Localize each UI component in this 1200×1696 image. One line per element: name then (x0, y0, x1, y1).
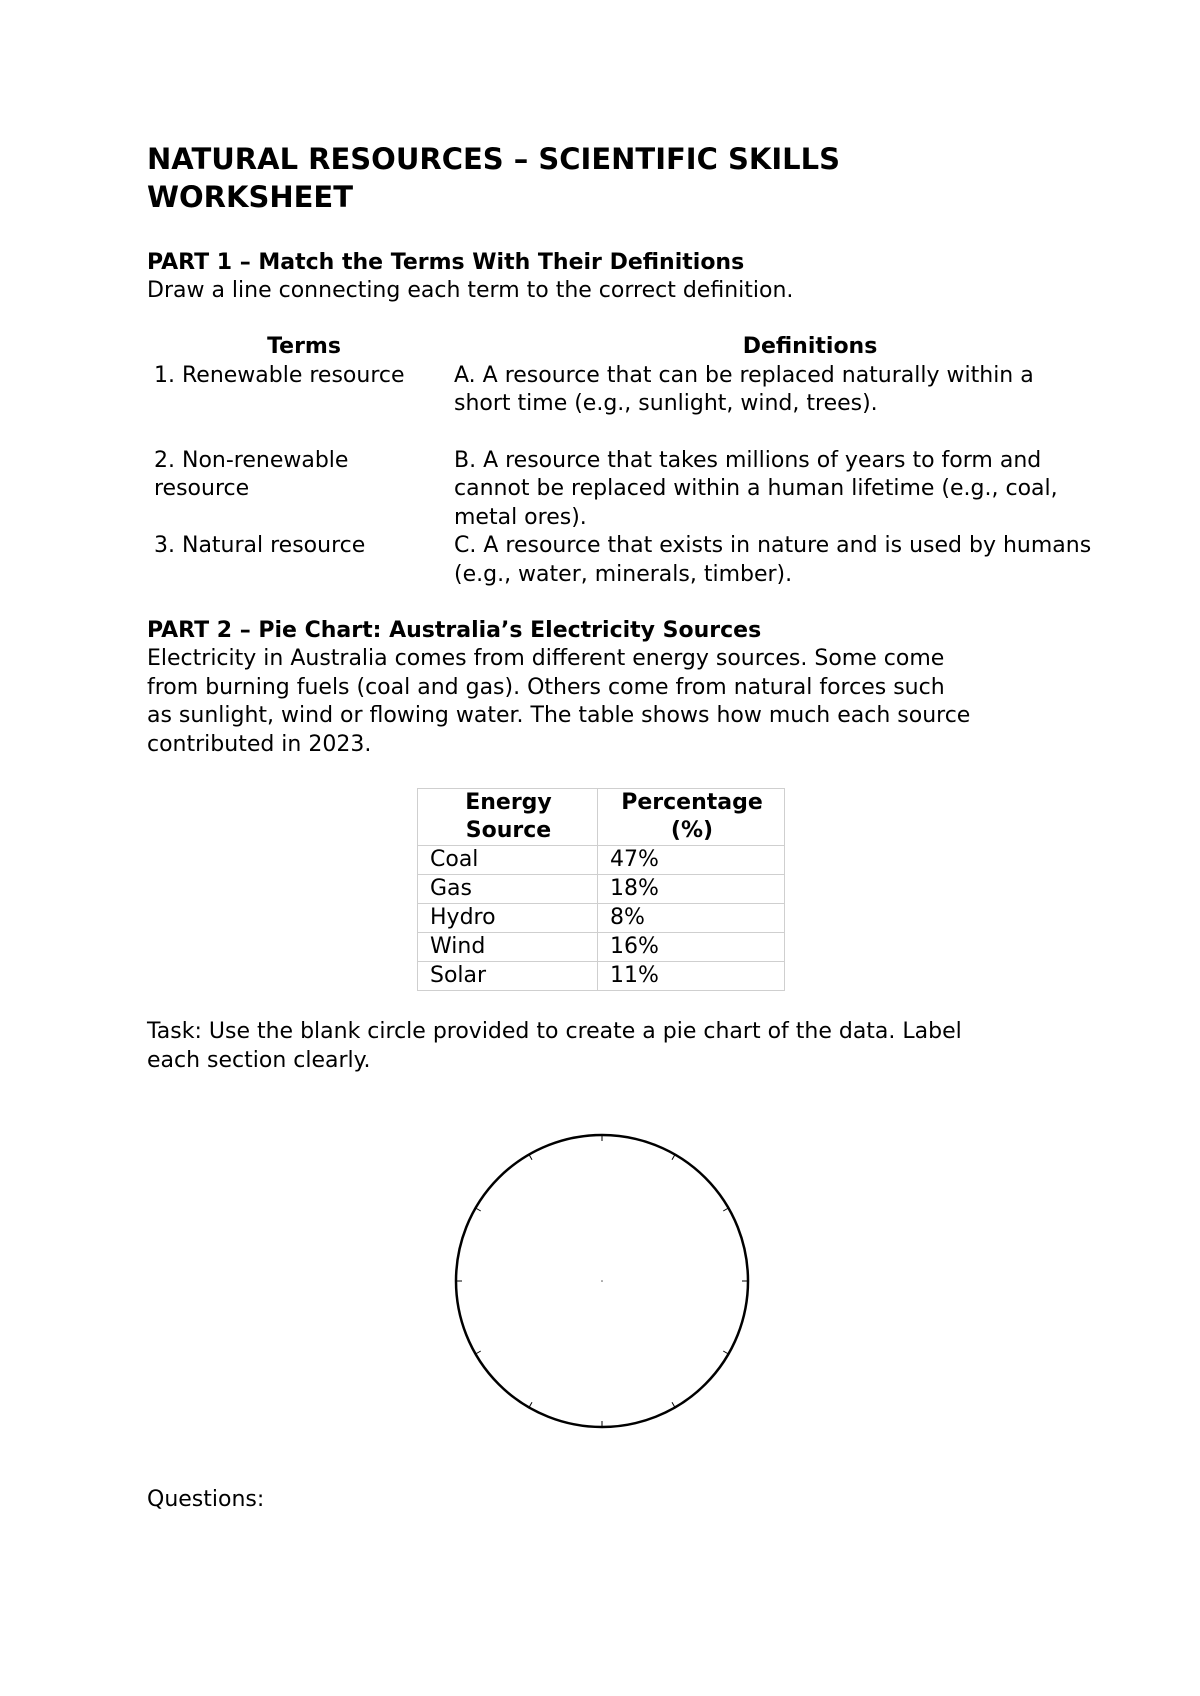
source-cell: Coal (418, 846, 598, 875)
source-cell: Hydro (418, 904, 598, 933)
part1-section (147, 249, 1167, 306)
definition-cell (454, 362, 1166, 447)
circle-tick (529, 1155, 532, 1160)
definition-text: B. A resource that takes millions of years to form and (454, 447, 1042, 473)
definition-text: (e.g., water, minerals, timber). (454, 561, 793, 587)
matching-row-2 (154, 447, 1166, 533)
part2-intro-line: contributed in 2023. (147, 731, 372, 757)
part2-intro-line: as sunlight, wind or flowing water. The table shows how much each source (147, 703, 971, 728)
matching-header-row (154, 333, 1166, 362)
circle-tick (672, 1402, 675, 1407)
blank-pie-circle[interactable] (447, 1126, 757, 1436)
definition-text: C. A resource that exists in nature and is used by humans (454, 533, 1092, 558)
term-cell (154, 532, 454, 589)
part1-instruction: Draw a line connecting each term to the correct definition. (147, 278, 794, 303)
circle-tick (672, 1155, 675, 1160)
circle-tick (476, 1208, 481, 1211)
table-row (418, 846, 785, 875)
energy-source-header-line1: Energy (465, 790, 552, 815)
task-line: each section clearly. (147, 1047, 371, 1073)
energy-source-header-line2: Source (465, 818, 552, 843)
matching-table-wrap (147, 333, 1166, 589)
matching-table (154, 333, 1166, 589)
percentage-header-line1: Percentage (621, 790, 763, 815)
definition-text: A. A resource that can be replaced naturally within a (454, 362, 1034, 388)
matching-row-1 (154, 362, 1166, 447)
percentage-cell: 47% (598, 846, 785, 875)
circle-tick (723, 1208, 728, 1211)
source-cell: Gas (418, 875, 598, 904)
terms-header: Terms (267, 334, 341, 359)
percentage-cell: 16% (598, 933, 785, 962)
source-cell: Solar (418, 962, 598, 991)
task-instruction (147, 1018, 1167, 1075)
circle-tick (529, 1402, 532, 1407)
definitions-header: Definitions (742, 334, 878, 359)
definition-cell (454, 532, 1166, 589)
part2-intro-line: Electricity in Australia comes from different energy sources. Some come (147, 646, 945, 671)
part1-heading: PART 1 – Match the Terms With Their Definitions (147, 250, 745, 275)
definition-text: metal ores). (454, 504, 587, 530)
matching-row-3 (154, 532, 1166, 589)
percentage-header (598, 789, 785, 846)
definition-cell (454, 447, 1166, 533)
definition-text: cannot be replaced within a human lifetime (e.g., coal, (454, 476, 1058, 501)
definition-text: short time (e.g., sunlight, wind, trees). (454, 391, 878, 416)
circle-tick (723, 1351, 728, 1354)
term-text: 2. Non-renewable (154, 447, 349, 473)
energy-source-header (418, 789, 598, 846)
task-line: Task: Use the blank circle provided to create a pie chart of the data. Label (147, 1019, 962, 1044)
energy-data-table (417, 788, 785, 991)
percentage-cell: 11% (598, 962, 785, 991)
term-text: 1. Renewable resource (154, 362, 405, 388)
table-row (418, 962, 785, 991)
term-text: 3. Natural resource (154, 533, 366, 558)
table-row (418, 904, 785, 933)
circle-center-dot (601, 1280, 603, 1282)
percentage-cell: 18% (598, 875, 785, 904)
term-text: resource (154, 476, 250, 501)
term-cell (154, 447, 454, 533)
percentage-header-line2: (%) (670, 818, 714, 843)
part2-heading: PART 2 – Pie Chart: Australia’s Electricity Sources (147, 618, 762, 643)
title-line-1: NATURAL RESOURCES – SCIENTIFIC SKILLS (147, 142, 840, 176)
part2-intro-line: from burning fuels (coal and gas). Others come from natural forces such (147, 674, 945, 700)
circle-tick (476, 1351, 481, 1354)
questions-label: Questions: (147, 1487, 265, 1512)
title-line-2: WORKSHEET (147, 180, 354, 214)
source-cell: Wind (418, 933, 598, 962)
table-row (418, 875, 785, 904)
data-table-header-row (418, 789, 785, 846)
percentage-cell: 8% (598, 904, 785, 933)
worksheet-title (147, 140, 840, 216)
term-cell (154, 362, 454, 447)
part2-section (147, 617, 1167, 759)
table-row (418, 933, 785, 962)
